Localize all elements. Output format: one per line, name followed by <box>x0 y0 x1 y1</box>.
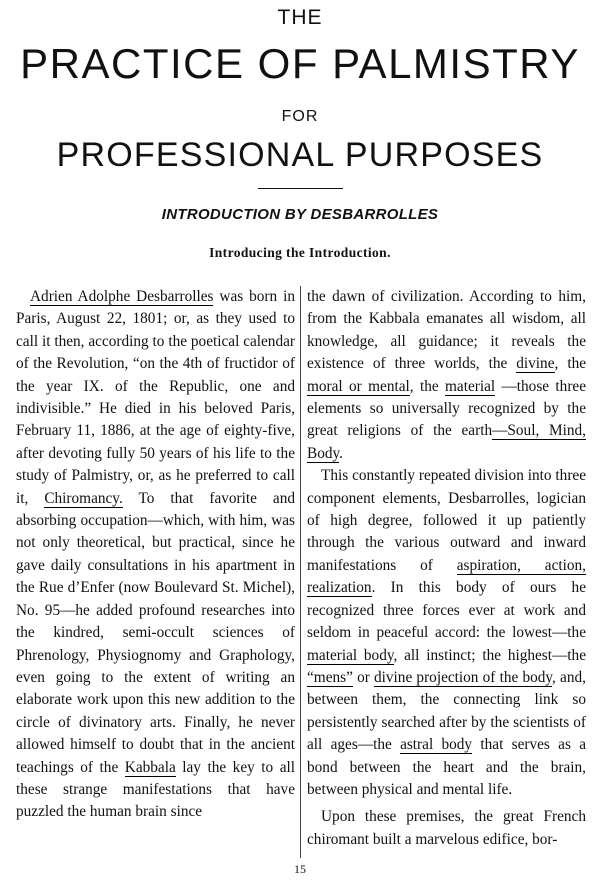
column-divider <box>300 286 301 858</box>
body-text: that serves as a bond between the heart and the brain, between physical and mental life. <box>307 736 586 798</box>
body-text: was born in Paris, August 22, 1801; or, as they used to call it then, according to the poetical calendar of the Revolution, “on the 4th of fructidor of the year IX. of the Republic, one and indivisible.” He died in his beloved Paris, February 11, 1886, at the age of eighty-five, after devoting fully 50 years of his life to the study of Palmistry, or, as he preferred to call it, <box>16 288 295 507</box>
body-text: . <box>339 444 343 462</box>
underlined-term: divine <box>516 355 555 373</box>
section-subheading: Introducing the Introduction. <box>209 245 391 260</box>
body-text: , the <box>409 377 445 395</box>
right-paragraph-3 <box>307 806 586 851</box>
body-text: , all instinct; the highest—the <box>393 646 586 664</box>
underlined-term: divine projection of the body <box>374 668 553 686</box>
title-professional-purposes: PROFESSIONAL PURPOSES <box>56 136 544 174</box>
underlined-term: material <box>445 377 496 395</box>
introduction-heading: INTRODUCTION BY DESBARROLLES <box>161 206 439 223</box>
body-text: , and, between them, the connecting link so persistently searched after by the scientists of all ages—the <box>307 668 586 754</box>
right-paragraph-2 <box>307 465 586 801</box>
body-text: or <box>352 668 374 686</box>
underlined-term: astral body <box>400 736 473 754</box>
underlined-term: Kabbala <box>124 758 176 776</box>
underlined-term: material body <box>307 646 394 664</box>
body-text: , the <box>554 355 587 373</box>
underlined-term: “mens” <box>307 668 353 686</box>
body-text: lay the key to all these strange manifestations that have puzzled the human brain since <box>16 758 295 821</box>
title-line-the: THE <box>277 6 323 29</box>
body-text: . In this body of ours he recognized three forces ever at work and seldom in peaceful accord: the lowest—the <box>307 579 586 642</box>
underlined-term: Chiromancy. <box>44 489 123 507</box>
left-text-column <box>16 286 295 824</box>
right-text-column <box>307 286 586 851</box>
right-paragraph-1 <box>307 286 586 465</box>
underlined-term: Adrien Adolphe Desbarrolles <box>30 288 214 305</box>
title-divider-rule <box>258 188 343 189</box>
underlined-term: —Soul, Mind, Body <box>307 422 586 462</box>
body-text: —those three elements so universally recognized by the great religions of the earth <box>307 377 586 440</box>
underlined-term: moral or mental <box>307 377 410 395</box>
body-text: This constantly repeated division into three component elements, Desbarrolles, logician of high degree, followed it up patiently through the various outward and inward manifestations of <box>307 467 586 574</box>
body-text: To that favorite and absorbing occupation—which, with him, was not only theoretical, but practical, since he gave daily consultations in his apartment in the Rue d’Enfer (now Boulevard St. Michel), No. 95—he added profound researches into the kindred, semi-occult sciences of Phrenology, Physiognomy and Graphology, even going to the extent of writing an elaborate work upon this new addition to the circle of divinatory arts. Finally, he never allowed himself to doubt that in the ancient teachings of the <box>16 489 295 776</box>
title-practice-of-palmistry: PRACTICE OF PALMISTRY <box>20 40 580 87</box>
body-text: the dawn of civilization. According to him, from the Kabbala emanates all wisdom, all knowledge, all guidance; it reveals the existence of three worlds, the <box>307 288 586 373</box>
body-text: Upon these premises, the great French chiromant built a marvelous edifice, bor- <box>307 808 586 848</box>
underlined-term: aspiration, action, realization <box>307 556 586 597</box>
left-paragraph <box>16 286 295 824</box>
title-line-for: FOR <box>281 108 319 125</box>
page-number: 15 <box>294 862 306 876</box>
